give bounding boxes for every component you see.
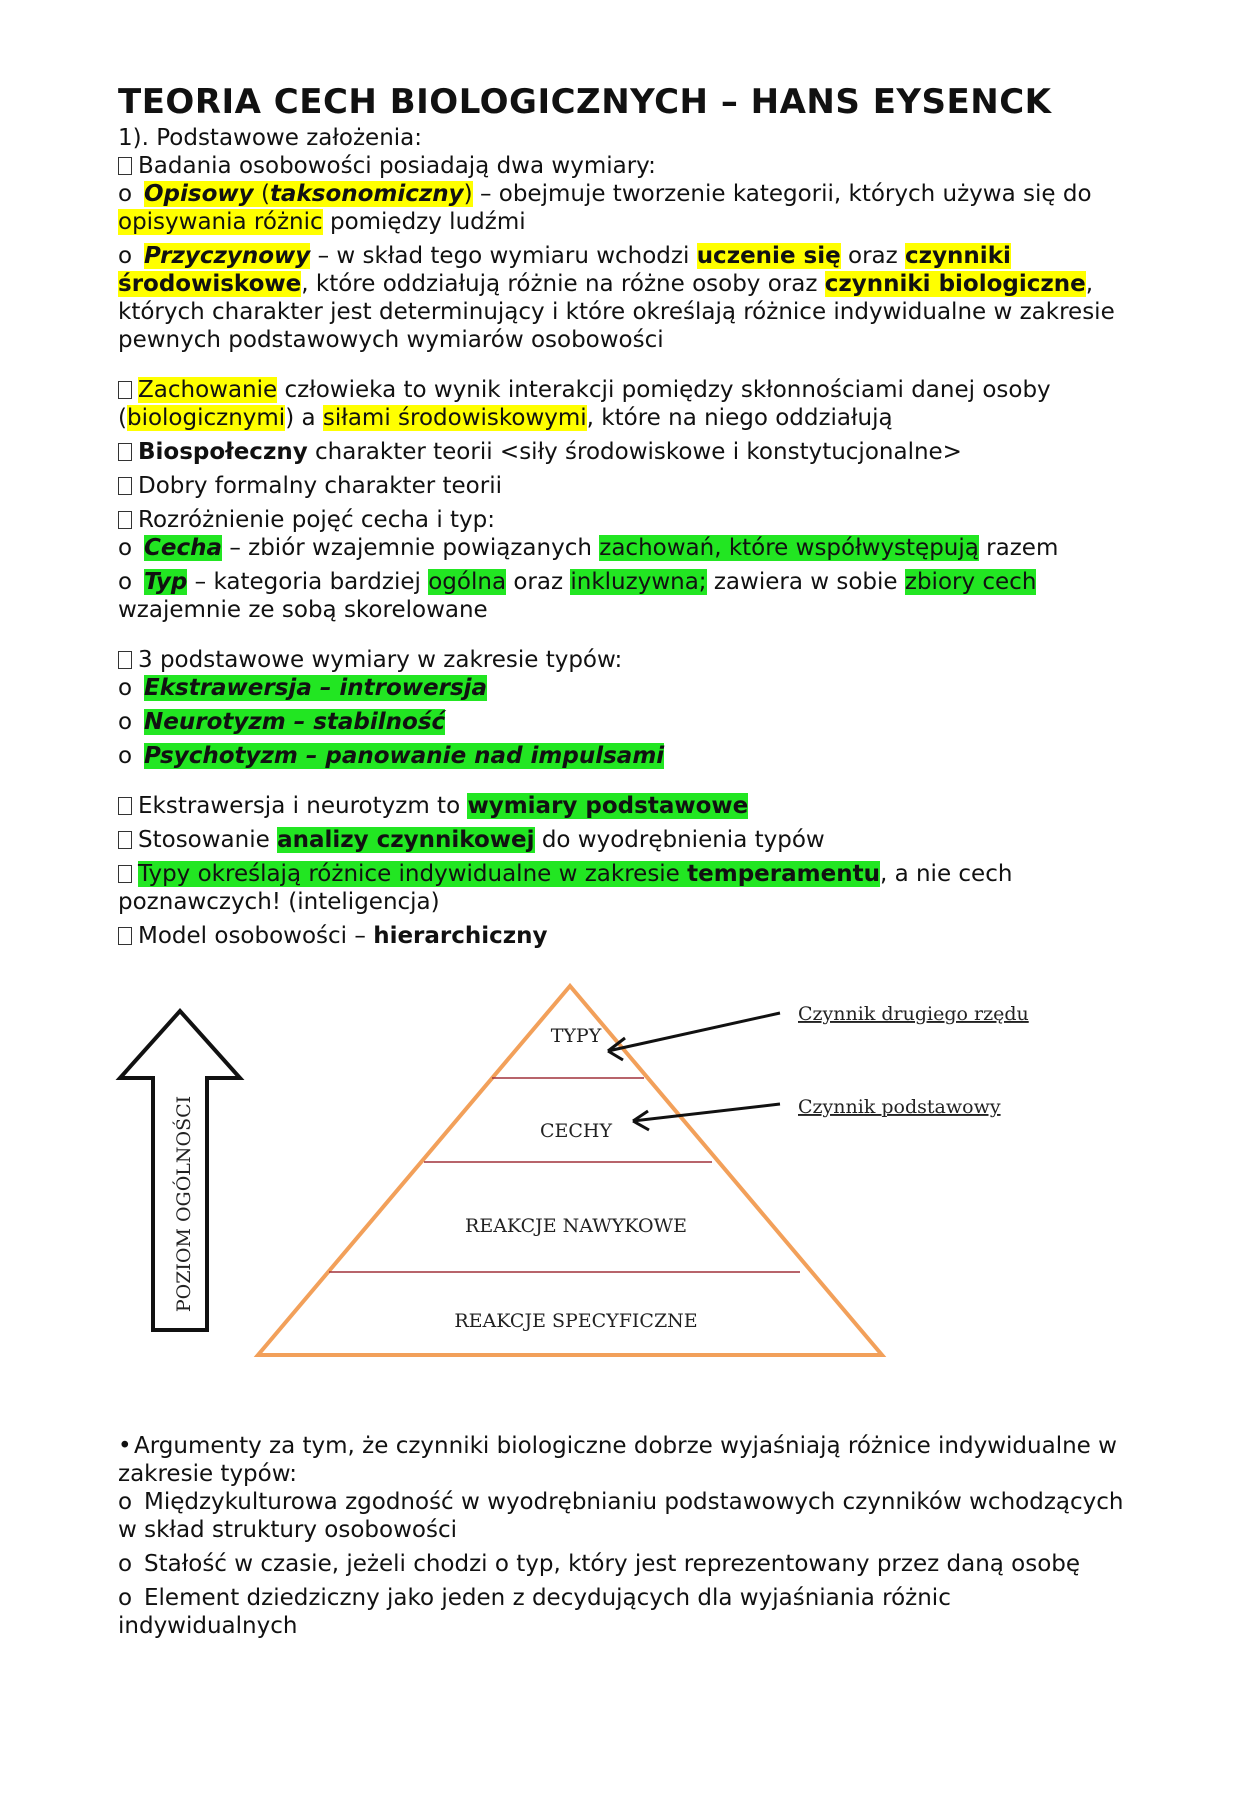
square-bullet-icon [118,157,132,175]
hierarchy-diagram [110,968,1030,1388]
level-reakcje-nawykowe: REAKCJE NAWYKOWE [465,1215,687,1237]
dimension-item: o Ekstrawersja – introwersja [118,675,488,701]
square-bullet-icon [118,831,132,849]
level-reakcje-specyficzne: REAKCJE SPECYFICZNE [454,1310,698,1332]
dimension-item: o Neurotyzm – stabilność [118,709,446,735]
sub-marker: o [118,675,133,701]
bullet-biospoleczny: Biospołeczny charakter teorii <siły środowiskowe i konstytucjonalne> [118,438,1128,466]
square-bullet-icon [118,927,132,945]
bullet-zachowanie: Zachowanie człowieka to wynik interakcji pomiędzy skłonnościami danej osoby (biologicznymi) a siłami środowiskowymi, które na niego oddziałują [118,377,1051,431]
bullet-ekstrawersja: Ekstrawersja i neurotyzm to wymiary podstawowe [118,792,1128,820]
square-bullet-icon [118,443,132,461]
main-text [118,82,1128,950]
dot-bullet-icon: • [118,1433,132,1459]
sub-marker: o [118,569,133,595]
sub-opisowy: o Opisowy (taksonomiczny) – obejmuje tworzenie kategorii, których używa się do opisywania różnic pomiędzy ludźmi [118,181,1092,235]
level-cechy: CECHY [539,1120,613,1142]
arguments-section [118,1432,1128,1640]
arrow-label: POZIOM OGÓLNOŚCI [173,1095,195,1313]
sub-marker: o [118,709,133,735]
dimension-item: o Psychotyzm – panowanie nad impulsami [118,743,665,769]
bullet-wymiary: 3 podstawowe wymiary w zakresie typów: [118,646,1128,674]
bullet-stosowanie: Stosowanie analizy czynnikowej do wyodrębnienia typów [118,826,1128,854]
sub-marker: o [118,243,133,269]
bullet-dimensions: Badania osobowości posiadają dwa wymiary: [118,152,1128,180]
square-bullet-icon [118,651,132,669]
label-czynnik-podstawowy: Czynnik podstawowy [798,1096,1001,1118]
level-typy: TYPY [550,1025,602,1047]
hierarchy-diagram-svg [110,968,1030,1388]
sub-cecha: o Cecha – zbiór wzajemnie powiązanych zachowań, które współwystępują razem [118,535,1059,561]
square-bullet-icon [118,797,132,815]
page-title: TEORIA CECH BIOLOGICZNYCH – HANS EYSENCK [118,82,1052,122]
bullet-model: Model osobowości – hierarchiczny [118,922,1128,950]
argument-item: o Międzykulturowa zgodność w wyodrębnianiu podstawowych czynników wchodzących w skład struktury osobowości [118,1489,1124,1543]
arguments-heading: • Argumenty za tym, że czynniki biologiczne dobrze wyjaśniają różnice indywidualne w zakresie typów: [118,1433,1117,1487]
bullet-typy: Typy określają różnice indywidualne w zakresie temperamentu, a nie cech poznawczych! (inteligencja) [118,861,1013,915]
sub-marker: o [118,1551,133,1577]
sub-typ: o Typ – kategoria bardziej ogólna oraz inkluzywna; zawiera w sobie zbiory cech wzajemnie ze sobą skorelowane [118,569,1037,623]
pointer-arrow-top [608,1013,780,1051]
bullet-rozroznienie: Rozróżnienie pojęć cecha i typ: [118,506,1128,534]
square-bullet-icon [118,865,132,883]
sub-marker: o [118,1489,133,1515]
square-bullet-icon [118,477,132,495]
sub-marker: o [118,743,133,769]
square-bullet-icon [118,511,132,529]
square-bullet-icon [118,381,132,399]
argument-item: o Stałość w czasie, jeżeli chodzi o typ, który jest reprezentowany przez daną osobę [118,1551,1081,1577]
sub-marker: o [118,535,133,561]
sub-marker: o [118,1585,133,1611]
label-czynnik-drugiego-rzedu: Czynnik drugiego rzędu [798,1003,1029,1025]
sub-przyczynowy: o Przyczynowy – w skład tego wymiaru wchodzi uczenie się oraz czynniki środowiskowe, które oddziałują różnie na różne osoby oraz czynniki biologiczne, których charakter jest determinujący i które określają różnice indywidualne w zakresie pewnych podstawowych wymiarów osobowości [118,243,1115,353]
sub-marker: o [118,181,133,207]
bullet-formalny: Dobry formalny charakter teorii [118,472,1128,500]
argument-item: o Element dziedziczny jako jeden z decydujących dla wyjaśniania różnic indywidualnych [118,1585,951,1639]
intro-line: 1). Podstawowe założenia: [118,125,423,151]
